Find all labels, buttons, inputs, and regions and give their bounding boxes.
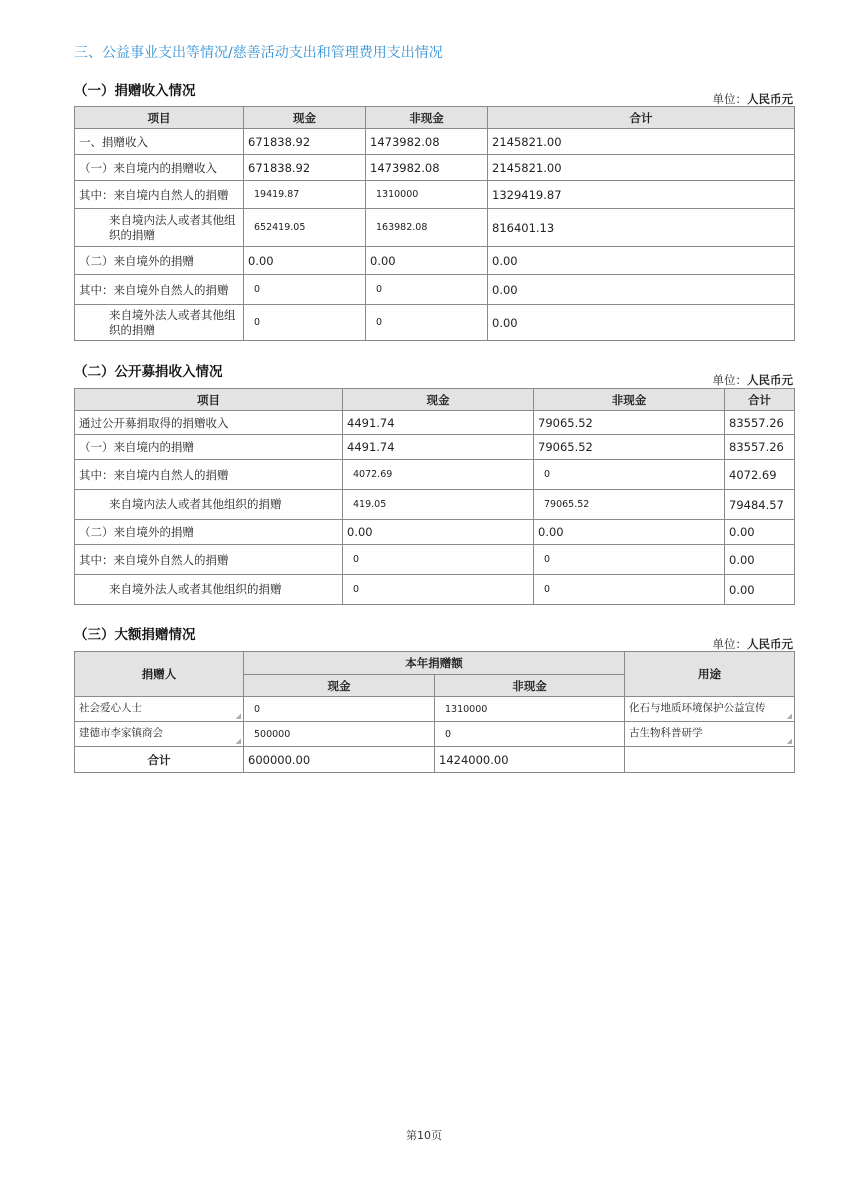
row-cash: 4491.74 <box>343 435 534 460</box>
row-total: 4072.69 <box>725 460 795 490</box>
row-cash: 0 <box>343 545 534 575</box>
table-row <box>75 722 795 747</box>
resize-grip-icon[interactable]: ◢ <box>235 737 241 745</box>
row-item: 其中：来自境外自然人的捐赠 <box>75 275 244 305</box>
purpose-cell[interactable]: 古生物科普研学 ◢ <box>625 722 795 747</box>
row-cash: 0 <box>244 697 435 722</box>
section1-unit: 单位：人民币元 <box>712 92 793 106</box>
page-heading: 三、公益事业支出等情况/慈善活动支出和管理费用支出情况 <box>74 45 443 61</box>
row-cash: 4072.69 <box>343 460 534 490</box>
purpose-cell[interactable]: 化石与地质环境保护公益宣传 ◢ <box>625 697 795 722</box>
row-cash: 419.05 <box>343 490 534 520</box>
col-header-total: 合计 <box>488 107 795 129</box>
row-cash: 0.00 <box>244 247 366 275</box>
row-item: 来自境内法人或者其他组织的捐赠 <box>75 490 343 520</box>
table-row <box>75 305 795 341</box>
row-noncash: 0.00 <box>534 520 725 545</box>
row-cash: 19419.87 <box>244 181 366 209</box>
col-header-item: 项目 <box>75 107 244 129</box>
section2-unit: 单位：人民币元 <box>712 373 793 387</box>
table-row <box>75 575 795 605</box>
row-item: （一）来自境内的捐赠收入 <box>75 155 244 181</box>
row-cash: 4491.74 <box>343 411 534 435</box>
row-noncash: 0.00 <box>366 247 488 275</box>
row-item: 来自境外法人或者其他组织的捐赠 <box>75 305 244 341</box>
row-item: （二）来自境外的捐赠 <box>75 247 244 275</box>
row-item: 其中：来自境内自然人的捐赠 <box>75 181 244 209</box>
total-label: 合计 <box>75 747 244 773</box>
row-cash: 500000 <box>244 722 435 747</box>
col-header-cash: 现金 <box>343 389 534 411</box>
row-total: 0.00 <box>488 305 795 341</box>
row-noncash: 1310000 <box>366 181 488 209</box>
total-cash: 600000.00 <box>244 747 435 773</box>
row-total: 0.00 <box>488 275 795 305</box>
page-number: 第10页 <box>406 1129 442 1142</box>
col-header-amount: 本年捐赠额 <box>244 652 625 675</box>
col-header-cash: 现金 <box>244 675 435 697</box>
table-row <box>75 155 795 181</box>
total-row <box>75 747 795 773</box>
row-noncash: 1310000 <box>435 697 625 722</box>
row-total: 0.00 <box>725 520 795 545</box>
row-item: 来自境外法人或者其他组织的捐赠 <box>75 575 343 605</box>
row-item: 来自境内法人或者其他组织的捐赠 <box>75 209 244 247</box>
row-cash: 0 <box>343 575 534 605</box>
table-row <box>75 181 795 209</box>
row-total: 0.00 <box>488 247 795 275</box>
row-noncash: 79065.52 <box>534 435 725 460</box>
total-noncash: 1424000.00 <box>435 747 625 773</box>
section3-unit: 单位：人民币元 <box>712 637 793 651</box>
row-item: （二）来自境外的捐赠 <box>75 520 343 545</box>
row-noncash: 1473982.08 <box>366 129 488 155</box>
donor-cell[interactable]: 社会爱心人士 ◢ <box>75 697 244 722</box>
col-header-purpose: 用途 <box>625 652 795 697</box>
section3-title: （三）大额捐赠情况 <box>74 627 196 643</box>
row-item: 通过公开募捐取得的捐赠收入 <box>75 411 343 435</box>
row-noncash: 0 <box>435 722 625 747</box>
table-row <box>75 460 795 490</box>
row-total: 816401.13 <box>488 209 795 247</box>
row-noncash: 0 <box>366 275 488 305</box>
row-total: 2145821.00 <box>488 155 795 181</box>
row-total: 83557.26 <box>725 435 795 460</box>
row-noncash: 163982.08 <box>366 209 488 247</box>
resize-grip-icon[interactable]: ◢ <box>786 712 792 720</box>
row-noncash: 0 <box>366 305 488 341</box>
row-cash: 671838.92 <box>244 155 366 181</box>
section2-title: （二）公开募捐收入情况 <box>74 364 223 380</box>
row-noncash: 0 <box>534 460 725 490</box>
row-noncash: 1473982.08 <box>366 155 488 181</box>
resize-grip-icon[interactable]: ◢ <box>786 737 792 745</box>
table-row <box>75 520 795 545</box>
col-header-item: 项目 <box>75 389 343 411</box>
row-noncash: 0 <box>534 575 725 605</box>
resize-grip-icon[interactable]: ◢ <box>235 712 241 720</box>
col-header-total: 合计 <box>725 389 795 411</box>
row-cash: 652419.05 <box>244 209 366 247</box>
section1-title: （一）捐赠收入情况 <box>74 83 196 99</box>
table-row <box>75 435 795 460</box>
table-row <box>75 490 795 520</box>
row-noncash: 0 <box>534 545 725 575</box>
row-cash: 671838.92 <box>244 129 366 155</box>
row-total: 0.00 <box>725 575 795 605</box>
table-header-row <box>75 652 795 675</box>
large-donation-table <box>74 651 795 773</box>
table-row <box>75 411 795 435</box>
table-row <box>75 697 795 722</box>
donation-income-table <box>74 106 795 341</box>
total-purpose <box>625 747 795 773</box>
col-header-noncash: 非现金 <box>435 675 625 697</box>
table-header-row <box>75 389 795 411</box>
row-item: 一、捐赠收入 <box>75 129 244 155</box>
col-header-noncash: 非现金 <box>534 389 725 411</box>
row-cash: 0.00 <box>343 520 534 545</box>
table-row <box>75 545 795 575</box>
row-noncash: 79065.52 <box>534 411 725 435</box>
row-item: （一）来自境内的捐赠 <box>75 435 343 460</box>
col-header-donor: 捐赠人 <box>75 652 244 697</box>
table-row <box>75 209 795 247</box>
row-cash: 0 <box>244 305 366 341</box>
donor-cell[interactable]: 建德市李家镇商会 ◢ <box>75 722 244 747</box>
row-cash: 0 <box>244 275 366 305</box>
col-header-noncash: 非现金 <box>366 107 488 129</box>
row-noncash: 79065.52 <box>534 490 725 520</box>
table-row <box>75 247 795 275</box>
row-item: 其中：来自境内自然人的捐赠 <box>75 460 343 490</box>
table-row <box>75 129 795 155</box>
col-header-cash: 现金 <box>244 107 366 129</box>
table-header-row <box>75 107 795 129</box>
row-total: 79484.57 <box>725 490 795 520</box>
public-fundraising-table <box>74 388 795 605</box>
row-total: 0.00 <box>725 545 795 575</box>
row-total: 83557.26 <box>725 411 795 435</box>
row-total: 1329419.87 <box>488 181 795 209</box>
table-row <box>75 275 795 305</box>
row-total: 2145821.00 <box>488 129 795 155</box>
row-item: 其中：来自境外自然人的捐赠 <box>75 545 343 575</box>
